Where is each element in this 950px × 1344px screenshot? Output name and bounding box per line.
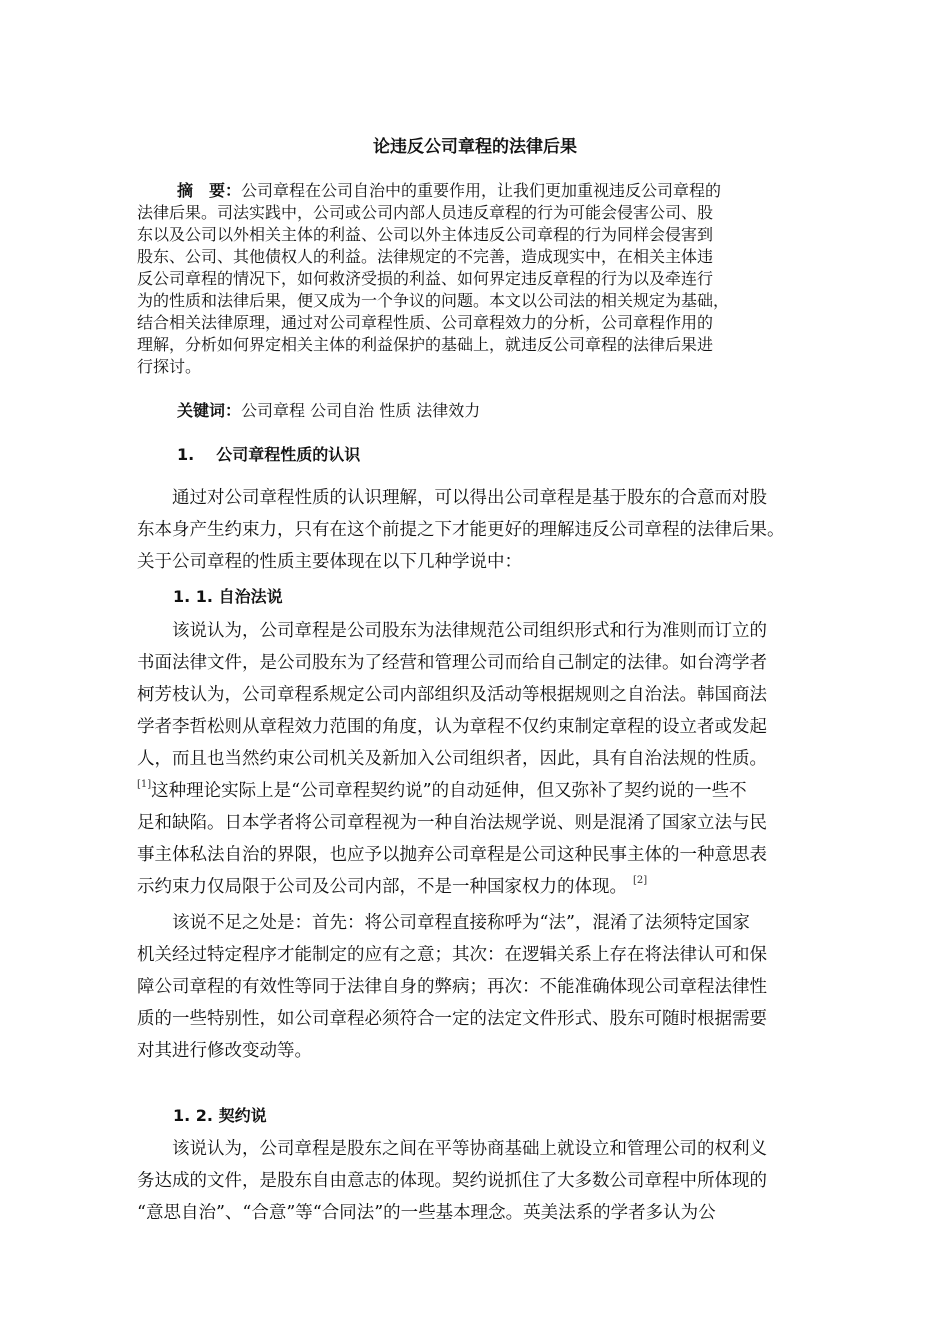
- paragraph-line: 障公司章程的有效性等同于法律自身的弊病；再次：不能准确体现公司章程法律性: [137, 977, 767, 997]
- abstract-line: 东以及公司以外相关主体的利益、公司以外主体违反公司章程的行为同样会侵害到: [137, 225, 714, 244]
- citation-ref: [2]: [633, 875, 648, 886]
- paragraph-line: 该说认为，公司章程是股东之间在平等协商基础上就设立和管理公司的权利义: [172, 1139, 767, 1159]
- paragraph-line: 柯芳枝认为，公司章程系规定公司内部组织及活动等根据规则之自治法。韩国商法: [137, 685, 767, 705]
- section-heading: [177, 444, 360, 466]
- paragraph-line: 对其进行修改变动等。: [137, 1041, 312, 1061]
- abstract-line: 为的性质和法律后果，便又成为一个争议的问题。本文以公司法的相关规定为基础，: [137, 291, 730, 310]
- abstract-label: 摘 要：: [177, 181, 242, 200]
- paragraph-line: 务达成的文件，是股东自由意志的体现。契约说抓住了大多数公司章程中所体现的: [137, 1171, 767, 1191]
- paragraph-line: [137, 779, 747, 803]
- abstract-line: 行探讨。: [137, 357, 202, 376]
- citation-ref: [1]: [137, 779, 152, 790]
- abstract-line: 股东、公司、其他债权人的利益。法律规定的不完善，造成现实中，在相关主体违: [137, 247, 714, 266]
- paragraph-line: 该说不足之处是：首先：将公司章程直接称呼为“法”，混淆了法须特定国家: [172, 913, 750, 933]
- paragraph-line: 事主体私法自治的界限，也应予以抛弃公司章程是公司这种民事主体的一种意思表: [137, 845, 767, 865]
- subsection-heading: 1. 1. 自治法说: [173, 587, 283, 606]
- paragraph-line: 足和缺陷。日本学者将公司章程视为一种自治法规学说、则是混淆了国家立法与民: [137, 813, 767, 833]
- paragraph-line: “意思自治”、“合意”等“合同法”的一些基本理念。英美法系的学者多认为公: [137, 1203, 716, 1223]
- abstract-line: 公司章程在公司自治中的重要作用，让我们更加重视违反公司章程的: [241, 181, 722, 200]
- paragraph-line: 关于公司章程的性质主要体现在以下几种学说中：: [137, 552, 522, 572]
- document-title: 论违反公司章程的法律后果: [373, 137, 577, 157]
- abstract-line: 法律后果。司法实践中，公司或公司内部人员违反章程的行为可能会侵害公司、股: [137, 203, 714, 222]
- paragraph-text: 示约束力仅局限于公司及公司内部，不是一种国家权力的体现。: [137, 877, 627, 897]
- abstract-line: 理解，分析如何界定相关主体的利益保护的基础上，就违反公司章程的法律后果进: [137, 335, 714, 354]
- abstract-line: 反公司章程的情况下，如何救济受损的利益、如何界定违反章程的行为以及牵连行: [137, 269, 714, 288]
- paragraph-line: [137, 875, 647, 899]
- paragraph-line: 通过对公司章程性质的认识理解，可以得出公司章程是基于股东的合意而对股: [172, 488, 767, 508]
- paragraph-line: 人，而且也当然约束公司机关及新加入公司组织者，因此，具有自治法规的性质。: [137, 749, 767, 769]
- paragraph-text: 这种理论实际上是“公司章程契约说”的自动延伸，但又弥补了契约说的一些不: [151, 781, 747, 801]
- paragraph-line: 东本身产生约束力，只有在这个前提之下才能更好的理解违反公司章程的法律后果。: [137, 520, 785, 540]
- paragraph-line: 该说认为，公司章程是公司股东为法律规范公司组织形式和行为准则而订立的: [172, 621, 767, 641]
- section-number: 1.: [177, 445, 195, 464]
- paragraph-line: 机关经过特定程序才能制定的应有之意；其次：在逻辑关系上存在将法律认可和保: [137, 945, 767, 965]
- section-title: 公司章程性质的认识: [216, 445, 361, 464]
- paragraph-line: 书面法律文件，是公司股东为了经营和管理公司而给自己制定的法律。如台湾学者: [137, 653, 767, 673]
- keywords-text: 公司章程 公司自治 性质 法律效力: [241, 401, 481, 420]
- keywords-label: 关键词：: [177, 401, 242, 420]
- abstract-line: 结合相关法律原理，通过对公司章程性质、公司章程效力的分析，公司章程作用的: [137, 313, 714, 332]
- subsection-heading: 1. 2. 契约说: [173, 1106, 267, 1125]
- paragraph-line: 学者李哲松则从章程效力范围的角度，认为章程不仅约束制定章程的设立者或发起: [137, 717, 767, 737]
- paragraph-line: 质的一些特别性，如公司章程必须符合一定的法定文件形式、股东可随时根据需要: [137, 1009, 767, 1029]
- keywords: [177, 400, 480, 421]
- abstract-first-line: [177, 180, 721, 201]
